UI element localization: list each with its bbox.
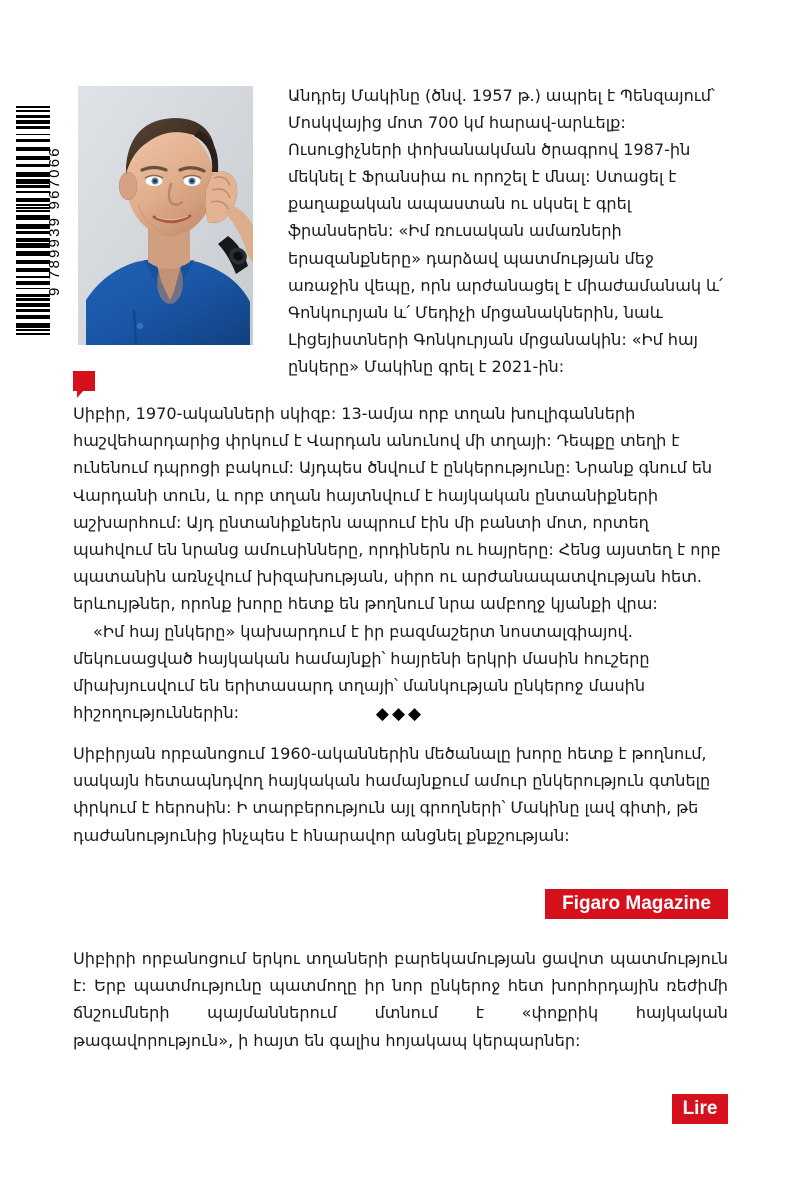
portrait-illustration [78,86,253,345]
review-1-paragraph-2: «Իմ հայ ընկերը» կախարդում է իր բազմաշերտ նոստալգիայով. մեկուսացված հայկական համայնքի՝ հայրենի երկրի մասին հուշերը միախյուսվում են երիտասարդ տղայի՝ մանկության ընկերոջ մասին հիշողություններին: [73,621,650,723]
review-2-paragraph-1: Սիբիրյան որբանոցում 1960-ականներին մեծանալը խորը հետք է թողնում, սակայն հետապնդվող հայկական համայնքում ամուր ընկերություն գտնելը փրկում է հերոսին: Ի տարբերություն այլ գրողների՝ Մակինը լավ գիտի, թե դաժանությունից ինչպես է հնարավոր անցնել քնքշության: [73,744,711,845]
review-1 [73,400,728,726]
author-bio-text: Անդրեյ Մակինը (ծնվ. 1957 թ.) ապրել է Պենզայում՝ Մոսկվայից մոտ 700 կմ հարավ-արևելք: Ուսուցիչների փոխանակման ծրագրով 1987-ին մեկնել է Ֆրանսիա ու որոշել է մնալ: Ստացել է քաղաքական ապաստան ու սկսել է գրել ֆրանսերեն: «Իմ ռուսական ամառների երազանքները» դարձավ պատմության մեջ առաջին վեպը, որն արժանացել է միաժամանակ և՛ Գոնկուրյան և՛ Մեդիչի մրցանակներին, նաև Լիցեյիստների Գոնկուրյան մրցանակին: «Իմ հայ ընկերը» Մակինը գրել է 2021-ին: [288,86,723,376]
barcode [16,106,72,336]
red-speech-bubble-quote-icon [73,371,99,399]
barcode-number: 9 789939 967066 [46,146,63,296]
author-portrait-photo [78,86,253,345]
header-block [0,86,800,376]
status-badge-lire: Lire [672,1094,728,1124]
review-2 [73,740,728,849]
review-1-paragraph-1: Սիբիր, 1970-ականների սկիզբ: 13-ամյա որբ տղան խուլիգանների հաշվեհարդարից փրկում է Վարդան անունով մի տղայի: Դեպքը տեղի է ունենում դպրոցի բակում: Այդպես ծնվում է ընկերությունը: Նրանք գնում են Վարդանի տուն, և որբ տղան հայտնվում է հայկական ընտանիքների աշխարհում: Այդ ընտանիքներն ապրում էին մի բանտի մոտ, որտեղ պահվում են նրանց ամուսինները, որդիներն ու հայրերը: Հենց այստեղ է որբ պատանին առնչվում խիզախության, սիրո ու արժանապատվության հետ. երևույթներ, որոնք խորը հետք են թողնում նրա ամբողջ կյանքի վրա: [73,404,721,614]
review-3-paragraph-1: Սիբիրի որբանոցում երկու տղաների բարեկամության ցավոտ պատմություն է: Երբ պատմությունը պատմողը իր նոր ընկերոջ հետ խորհրդային ռեժիմի ճնշումների պայմաններում մտնում է «փոքրիկ հայկական թագավորություն», ի հայտ են գալիս հոյակապ կերպարներ: [73,949,728,1050]
diamond-ornament-icon: ◆◆◆ [375,704,425,724]
status-badge-figaro-magazine: Figaro Magazine [545,889,728,919]
review-3 [73,945,728,1054]
quote-bubble-tail [77,390,84,398]
quote-bubble-body [73,371,95,391]
barcode-icon [16,106,50,336]
